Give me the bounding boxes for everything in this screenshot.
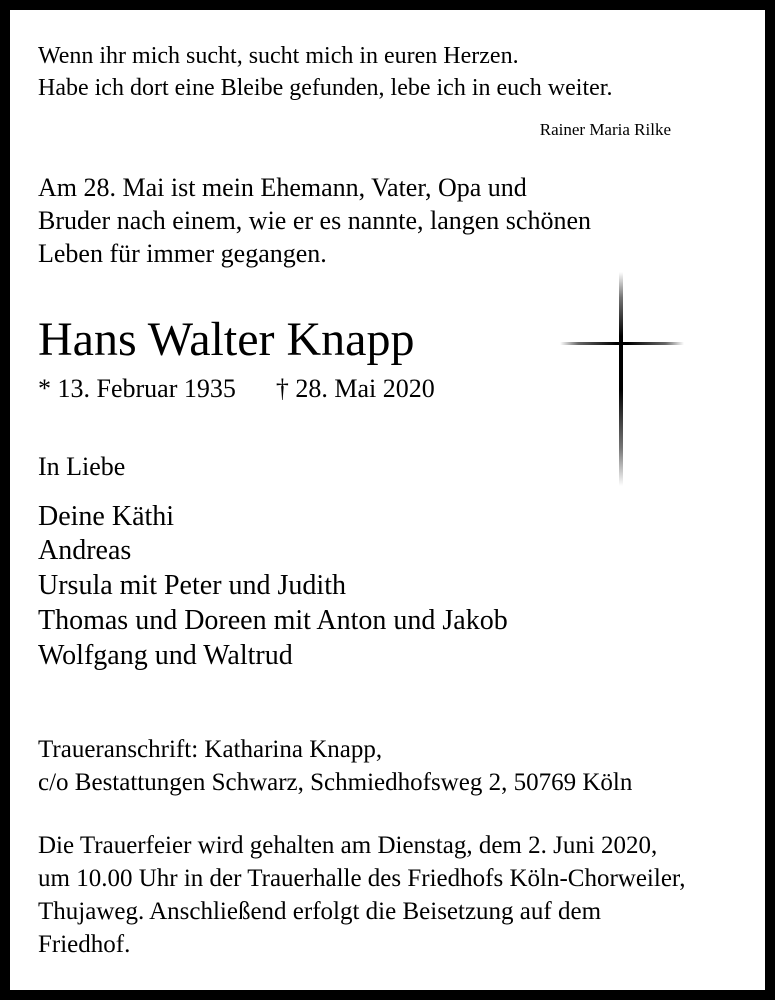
ceremony-line-4: Friedhof.: [38, 931, 131, 958]
address-line-2: c/o Bestattungen Schwarz, Schmiedhofsweg 2, 50769 Köln: [38, 769, 633, 796]
motto-author: Rainer Maria Rilke: [539, 120, 671, 139]
intro-line-1: Am 28. Mai ist mein Ehemann, Vater, Opa und: [38, 173, 527, 202]
cross-horizontal-beam: [560, 342, 684, 345]
ceremony-line-3: Thujaweg. Anschließend erfolgt die Beisetzung auf dem: [38, 898, 602, 925]
mourner-name: Thomas und Doreen mit Anton und Jakob: [38, 605, 508, 636]
intro-line-3: Leben für immer gegangen.: [38, 239, 327, 268]
cross-icon: [560, 272, 684, 486]
mourner-name: Ursula mit Peter und Judith: [38, 570, 346, 601]
mourner-name: Andreas: [38, 535, 132, 566]
cross-vertical-beam: [619, 272, 623, 486]
intro-line-2: Bruder nach einem, wie er es nannte, langen schönen: [38, 206, 592, 235]
mourner-name: Deine Käthi: [38, 501, 175, 532]
address-line-1: Traueranschrift: Katharina Knapp,: [38, 736, 383, 763]
mourner-name: Wolfgang und Waltrud: [38, 640, 293, 671]
life-dates: [38, 376, 435, 402]
motto-line-2: Habe ich dort eine Bleibe gefunden, lebe ich in euch weiter.: [38, 75, 613, 101]
death-date: † 28. Mai 2020: [275, 374, 435, 403]
deceased-name: Hans Walter Knapp: [38, 313, 415, 366]
birth-date: * 13. Februar 1935: [38, 374, 236, 403]
ceremony-line-2: um 10.00 Uhr in der Trauerhalle des Friedhofs Köln-Chorweiler,: [38, 865, 686, 892]
motto-line-1: Wenn ihr mich sucht, sucht mich in euren Herzen.: [38, 43, 519, 69]
mourners-heading: In Liebe: [38, 452, 126, 481]
ceremony-line-1: Die Trauerfeier wird gehalten am Dienstag, dem 2. Juni 2020,: [38, 832, 658, 859]
